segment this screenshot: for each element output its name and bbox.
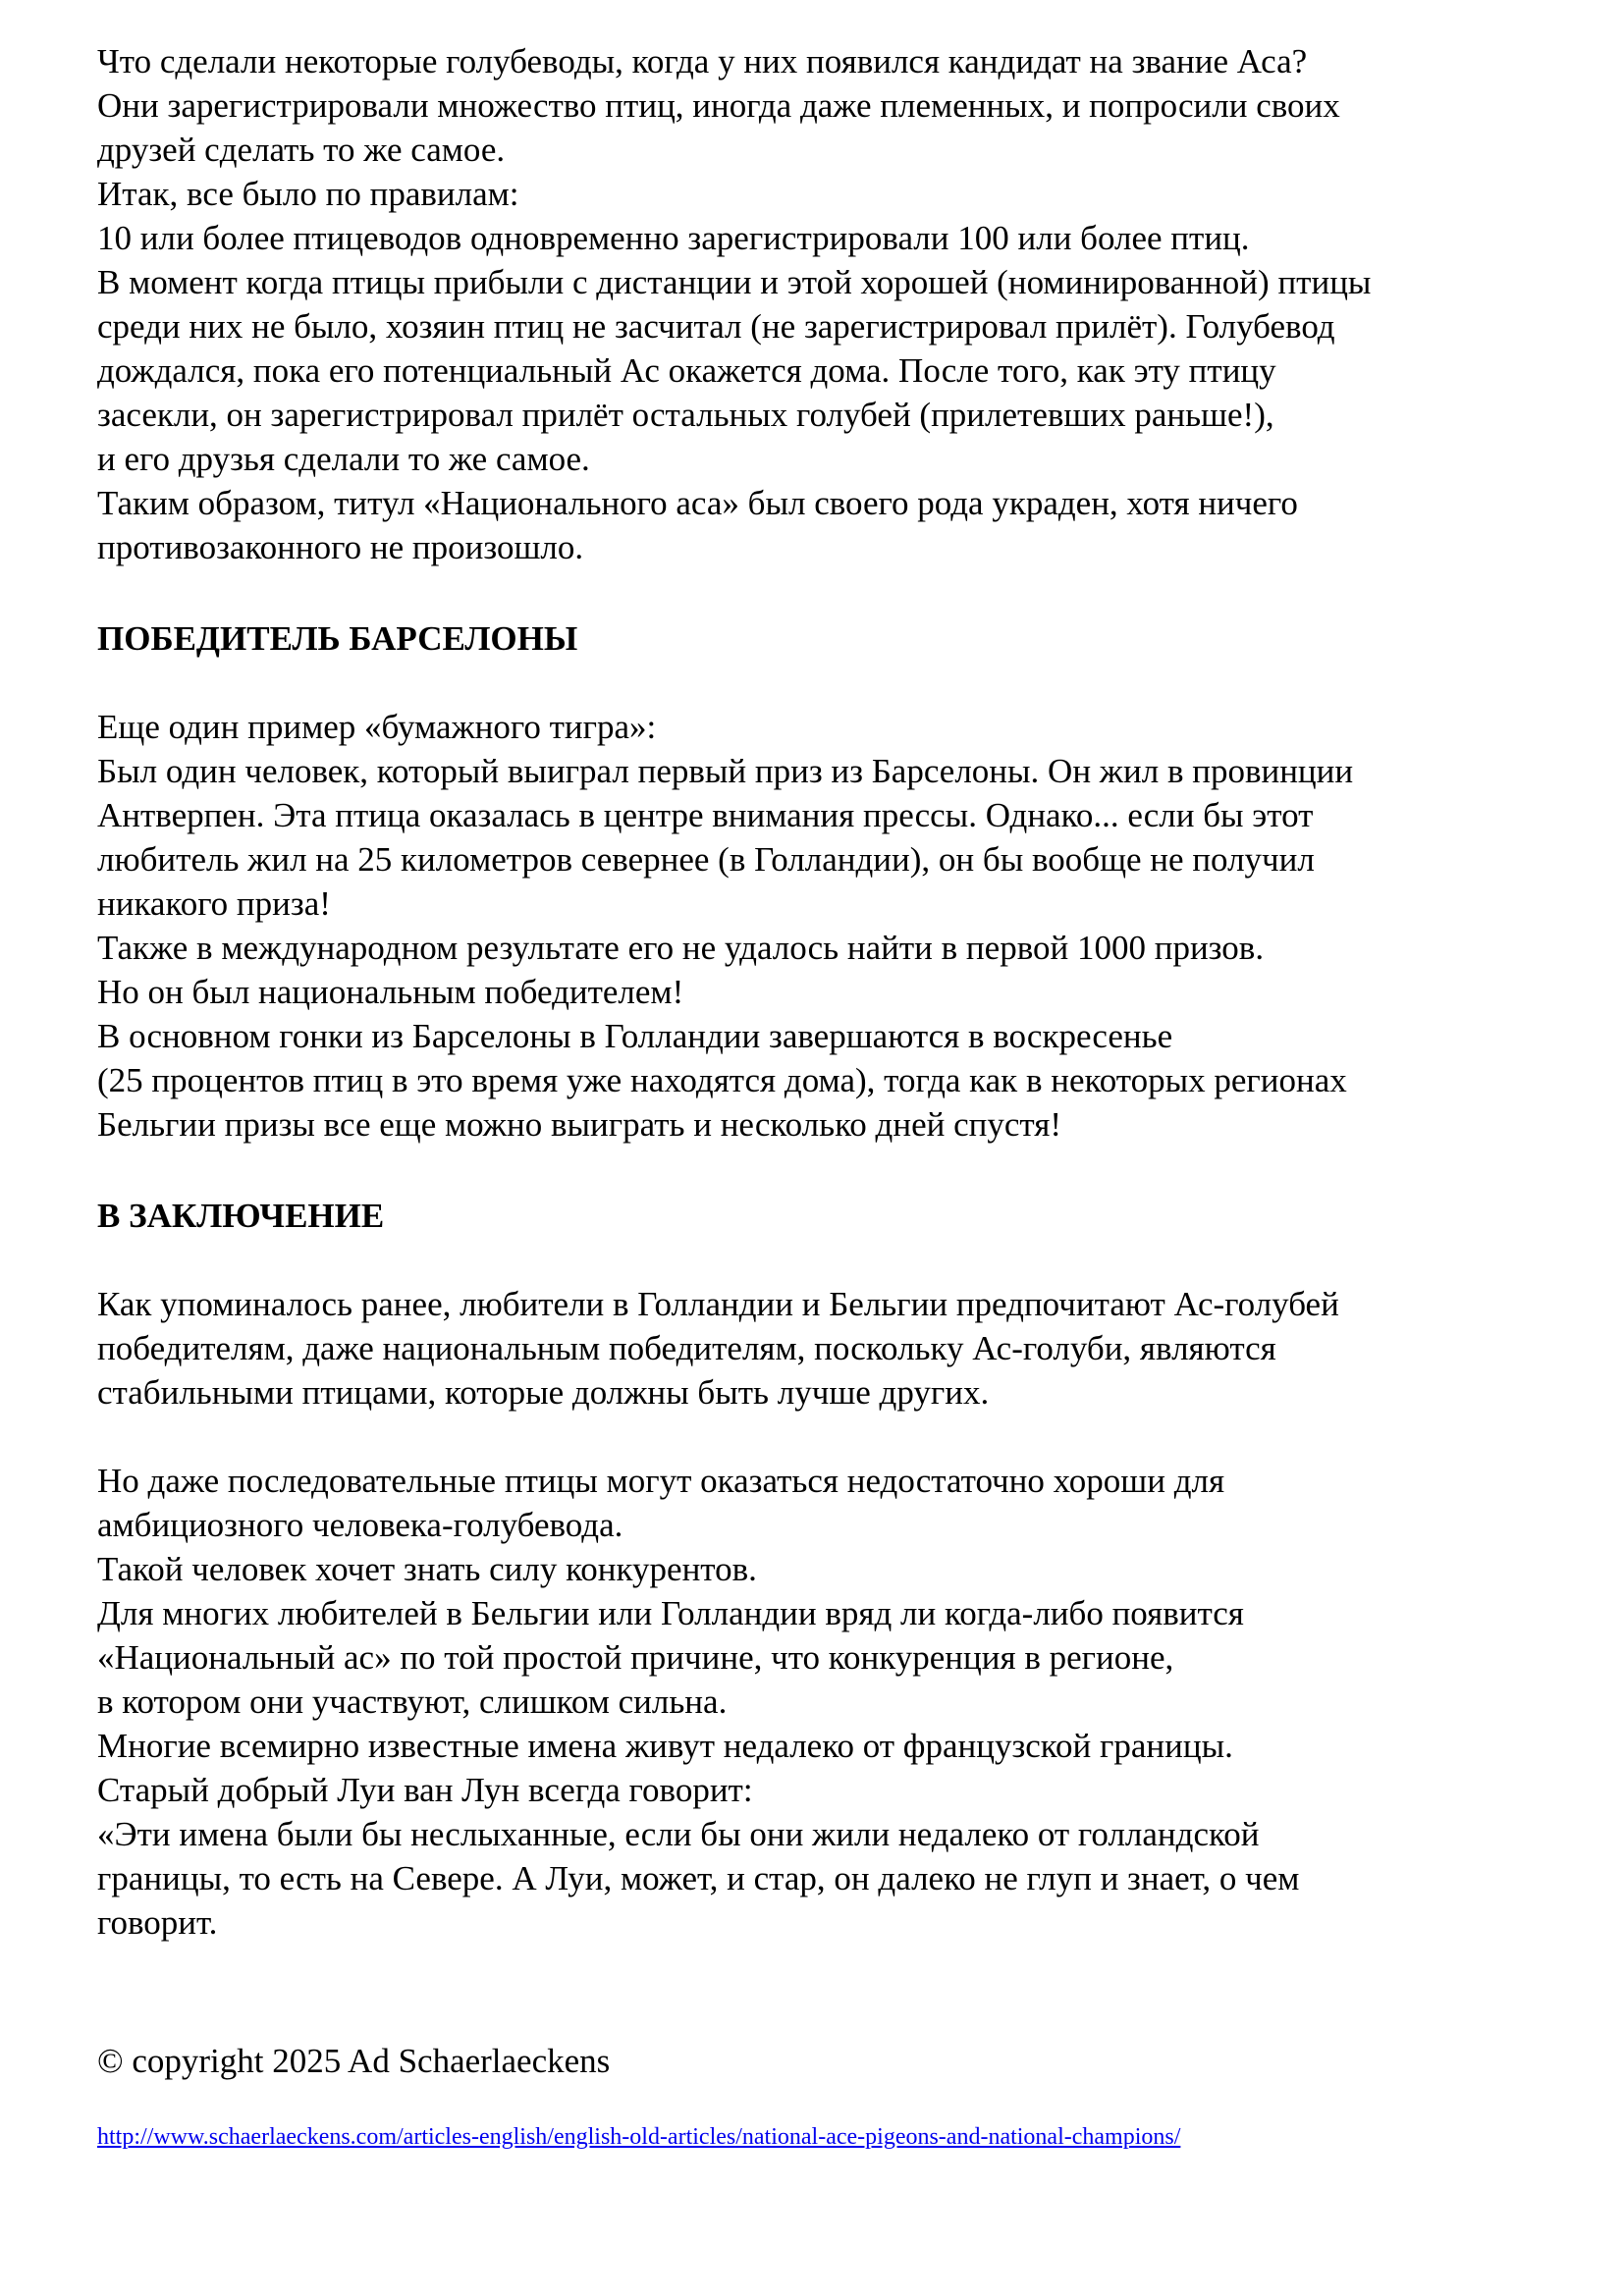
text-line: Старый добрый Луи ван Лун всегда говорит: <box>97 1771 753 1809</box>
section-heading-barcelona: ПОБЕДИТЕЛЬ БАРСЕЛОНЫ <box>97 619 578 658</box>
text-line: любитель жил на 25 километров севернее (в Голландии), он бы вообще не получил <box>97 840 1315 879</box>
text-line: амбициозного человека-голубевода. <box>97 1506 623 1544</box>
copyright-notice: © copyright 2025 Ad Schaerlaeckens <box>97 2042 611 2080</box>
text-line: 10 или более птицеводов одновременно зарегистрировали 100 или более птиц. <box>97 219 1250 257</box>
text-line: (25 процентов птиц в это время уже находятся дома), тогда как в некоторых регионах <box>97 1061 1347 1099</box>
text-line: и его друзья сделали то же самое. <box>97 440 590 478</box>
intro-paragraph <box>97 39 1550 569</box>
text-line: В основном гонки из Барселоны в Голландии завершаются в воскресенье <box>97 1017 1173 1055</box>
source-link[interactable]: http://www.schaerlaeckens.com/articles-english/english-old-articles/national-ace-pigeons-and-national-champions/ <box>97 2124 1181 2150</box>
text-line: Антверпен. Эта птица оказалась в центре внимания прессы. Однако... если бы этот <box>97 796 1314 834</box>
text-line: Но даже последовательные птицы могут оказаться недостаточно хороши для <box>97 1462 1225 1500</box>
text-line: Но он был национальным победителем! <box>97 973 684 1011</box>
text-line: границы, то есть на Севере. А Луи, может, и стар, он далеко не глуп и знает, о чем <box>97 1859 1300 1897</box>
text-line: Что сделали некоторые голубеводы, когда у них появился кандидат на звание Аса? <box>97 42 1308 80</box>
text-line: среди них не было, хозяин птиц не засчитал (не зарегистрировал прилёт). Голубевод <box>97 307 1335 346</box>
text-line: дождался, пока его потенциальный Ас окажется дома. После того, как эту птицу <box>97 351 1276 390</box>
text-line: никакого приза! <box>97 884 331 923</box>
text-line: Как упоминалось ранее, любители в Голландии и Бельгии предпочитают Ас-голубей <box>97 1285 1339 1323</box>
text-line: Был один человек, который выиграл первый приз из Барселоны. Он жил в провинции <box>97 752 1354 790</box>
text-line: «Национальный ас» по той простой причине, что конкуренция в регионе, <box>97 1638 1174 1677</box>
text-line: друзей сделать то же самое. <box>97 131 506 169</box>
text-line: Еще один пример «бумажного тигра»: <box>97 708 657 746</box>
text-line: Они зарегистрировали множество птиц, иногда даже племенных, и попросили своих <box>97 86 1340 125</box>
text-line: Для многих любителей в Бельгии или Голландии вряд ли когда-либо появится <box>97 1594 1244 1632</box>
section-heading-conclusion: В ЗАКЛЮЧЕНИЕ <box>97 1197 385 1235</box>
text-line: противозаконного не произошло. <box>97 528 584 566</box>
text-line: в котором они участвуют, слишком сильна. <box>97 1682 728 1721</box>
text-line: Итак, все было по правилам: <box>97 175 519 213</box>
text-line: Также в международном результате его не удалось найти в первой 1000 призов. <box>97 929 1265 967</box>
text-line: победителям, даже национальным победителям, поскольку Ас-голуби, являются <box>97 1329 1276 1367</box>
conclusion-paragraph-1 <box>97 1282 1550 1415</box>
text-line: Многие всемирно известные имена живут недалеко от французской границы. <box>97 1727 1233 1765</box>
text-line: «Эти имена были бы неслыханные, если бы они жили недалеко от голландской <box>97 1815 1260 1853</box>
text-line: В момент когда птицы прибыли с дистанции и этой хорошей (номинированной) птицы <box>97 263 1372 301</box>
text-line: Бельгии призы все еще можно выиграть и несколько дней спустя! <box>97 1105 1061 1144</box>
text-line: Такой человек хочет знать силу конкурентов. <box>97 1550 757 1588</box>
conclusion-paragraph-2 <box>97 1459 1550 1945</box>
text-line: стабильными птицами, которые должны быть лучше других. <box>97 1373 990 1412</box>
barcelona-paragraph <box>97 705 1550 1147</box>
text-line: засекли, он зарегистрировал прилёт остальных голубей (прилетевших раньше!), <box>97 396 1274 434</box>
text-line: Таким образом, титул «Национального аса» был своего рода украден, хотя ничего <box>97 484 1298 522</box>
text-line: говорит. <box>97 1903 218 1942</box>
